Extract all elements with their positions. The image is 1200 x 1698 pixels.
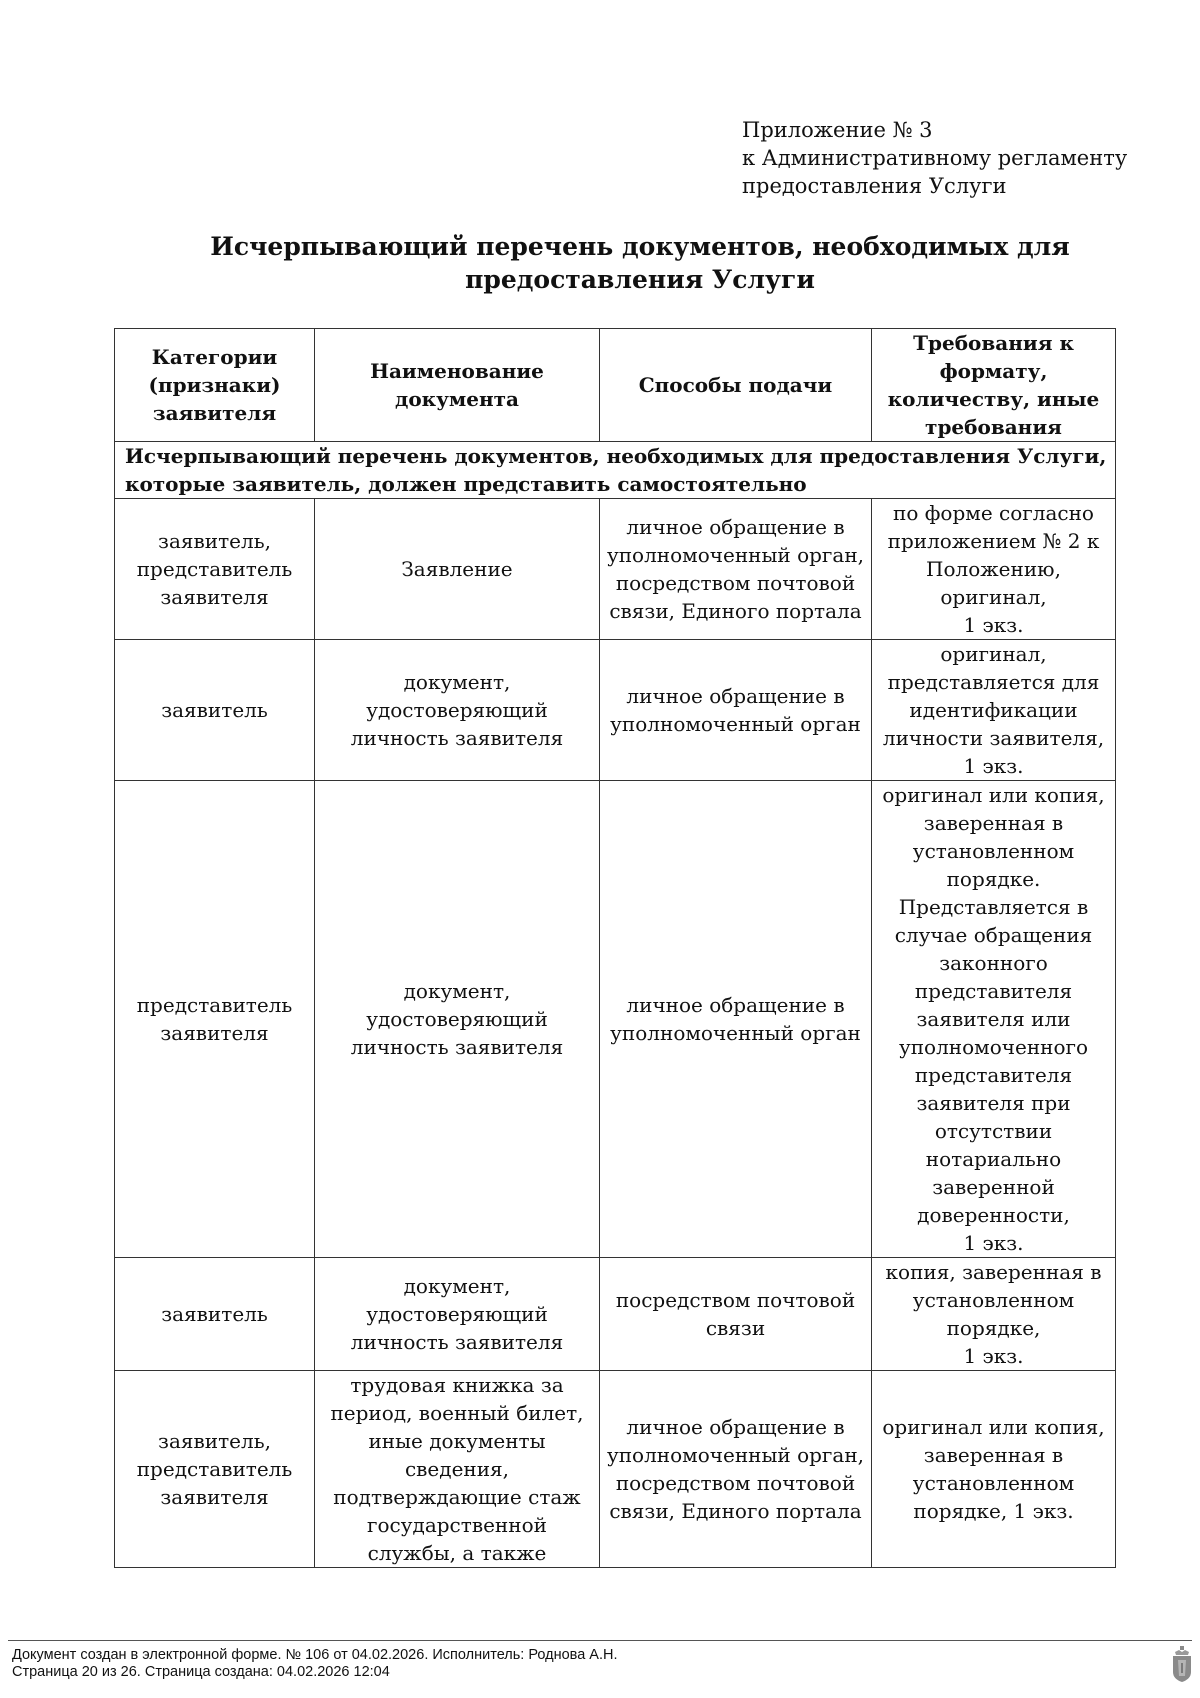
- table-header-row: [115, 329, 1116, 442]
- document-title: [160, 230, 1120, 296]
- appendix-line: предоставления Услуги: [742, 174, 1007, 198]
- cell-requirements: оригинал или копия, заверенная в установленном порядке. Представляется в случае обращения законного представителя заявителя или уполномоченного представителя заявителя при отсутствии нотариально заверенной доверенности, 1 экз.: [872, 781, 1116, 1258]
- documents-table: [114, 328, 1116, 1568]
- cell-document: Заявление: [315, 499, 600, 640]
- cell-methods: личное обращение в уполномоченный орган: [600, 640, 872, 781]
- footer-divider: [8, 1640, 1192, 1641]
- cell-document: документ, удостоверяющий личность заявителя: [315, 1258, 600, 1371]
- footer: [12, 1647, 618, 1681]
- appendix-line: Приложение № 3: [742, 118, 933, 142]
- cell-methods: личное обращение в уполномоченный орган: [600, 781, 872, 1258]
- cell-requirements: оригинал, представляется для идентификации личности заявителя, 1 экз.: [872, 640, 1116, 781]
- cell-requirements: оригинал или копия, заверенная в установленном порядке, 1 экз.: [872, 1371, 1116, 1568]
- cell-document: документ, удостоверяющий личность заявителя: [315, 781, 600, 1258]
- cell-category: заявитель, представитель заявителя: [115, 1371, 315, 1568]
- cell-methods: посредством почтовой связи: [600, 1258, 872, 1371]
- cell-category: представитель заявителя: [115, 781, 315, 1258]
- coat-of-arms-icon: [1172, 1646, 1192, 1682]
- appendix-line: к Административному регламенту: [742, 146, 1128, 170]
- footer-document-info: Документ создан в электронной форме. № 106 от 04.02.2026. Исполнитель: Роднова А.Н.: [12, 1647, 618, 1663]
- cell-document: трудовая книжка за период, военный билет, иные документы сведения, подтверждающие стаж государственной службы, а также: [315, 1371, 600, 1568]
- cell-category: заявитель, представитель заявителя: [115, 499, 315, 640]
- appendix-note: [742, 116, 1127, 200]
- header-requirements: Требования к формату, количеству, иные требования: [872, 329, 1116, 442]
- table-row: [115, 1258, 1116, 1371]
- cell-category: заявитель: [115, 640, 315, 781]
- footer-page-info: Страница 20 из 26. Страница создана: 04.02.2026 12:04: [12, 1664, 390, 1680]
- cell-methods: личное обращение в уполномоченный орган, посредством почтовой связи, Единого портала: [600, 1371, 872, 1568]
- table-row: [115, 1371, 1116, 1568]
- table-row: [115, 640, 1116, 781]
- document-title-line: предоставления Услуги: [465, 265, 815, 294]
- table-row: [115, 781, 1116, 1258]
- cell-category: заявитель: [115, 1258, 315, 1371]
- header-category: Категории (признаки) заявителя: [115, 329, 315, 442]
- cell-document: документ, удостоверяющий личность заявителя: [315, 640, 600, 781]
- table-section-row: [115, 442, 1116, 499]
- section-heading: Исчерпывающий перечень документов, необходимых для предоставления Услуги, которые заявитель, должен представить самостоятельно: [115, 442, 1116, 499]
- cell-methods: личное обращение в уполномоченный орган, посредством почтовой связи, Единого портала: [600, 499, 872, 640]
- header-document-name: Наименование документа: [315, 329, 600, 442]
- cell-requirements: копия, заверенная в установленном порядке, 1 экз.: [872, 1258, 1116, 1371]
- document-title-line: Исчерпывающий перечень документов, необходимых для: [210, 232, 1070, 261]
- header-submission-methods: Способы подачи: [600, 329, 872, 442]
- cell-requirements: по форме согласно приложением № 2 к Положению, оригинал, 1 экз.: [872, 499, 1116, 640]
- table-row: [115, 499, 1116, 640]
